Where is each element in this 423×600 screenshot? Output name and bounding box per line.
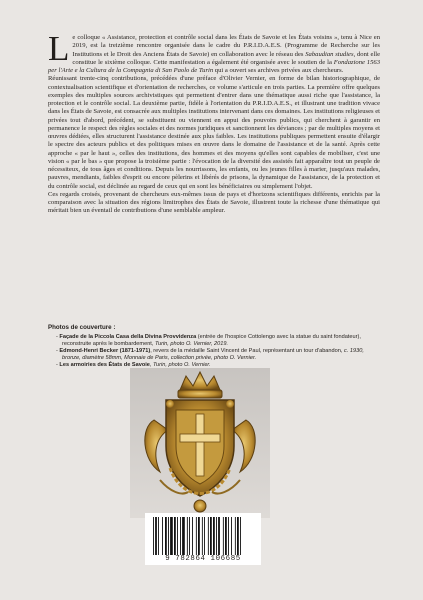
barcode-bar xyxy=(192,517,193,555)
barcode-bars xyxy=(153,517,253,555)
photo-credit-item: - Edmond-Henri Becker (1871-1971), revers de la médaille Saint Vincent de Paul, représentant un tour d'abandon, c. 1930, bronze, diamètre 58mm, Monnaie de Paris, collection privée, photo O. Vernier. xyxy=(56,348,364,361)
paragraph-3: Ces regards croisés, provenant de chercheurs eux-mêmes issus de pays et d'horizons scientifiques différents, enrichis par la comparaison avec la situation des régions limitrophes des États de Savoie, illustrent toute la richesse d'une thématique qui méritait bien un éventail de contributions d'une semblable ampleur. xyxy=(48,190,380,215)
isbn-number: 9 782864 106685 xyxy=(165,555,241,563)
barcode-bar xyxy=(162,517,163,555)
photo-credit-item: - Façade de la Piccola Casa della Divina Provvidenza (entrée de l'hospice Cottolengo avec la statue du saint fondateur), reconstruite après le bombardement, Turin, photo O. Vernier, 2019. xyxy=(56,334,361,347)
barcode-bar xyxy=(198,517,200,555)
barcode-bar xyxy=(158,517,159,555)
coat-of-arms-image xyxy=(130,368,270,518)
barcode-bar xyxy=(170,517,173,555)
barcode-bar xyxy=(180,517,181,555)
barcode-bar xyxy=(168,517,169,555)
barcode-bar xyxy=(174,517,176,555)
drop-cap: L xyxy=(48,29,70,68)
barcode-bar xyxy=(177,517,178,555)
barcode-bar xyxy=(225,517,227,555)
barcode-bar xyxy=(155,517,157,555)
barcode-bar xyxy=(235,517,236,555)
barcode-bar xyxy=(196,517,197,555)
barcode-bar xyxy=(182,517,185,555)
barcode-bar xyxy=(216,517,217,555)
barcode-bar xyxy=(218,517,220,555)
barcode-bar xyxy=(202,517,203,555)
barcode-bar xyxy=(210,517,212,555)
paragraph-1: Le colloque « Assistance, protection et contrôle social dans les États de Savoie et les États voisins », tenu à Nice en 2019, est la treizième rencontre organisée dans le cadre du P.R.I.D.A.E.S. (Programme de Recherche sur les Institutions et le Droit des Anciens États de Savoie) en collaboration avec le réseau des Sabaudian studies, dont elle constitue le sixième colloque. Cette manifestation a également été organisée avec le soutien de la Fondazione 1563 per l'Arte e la Cultura de la Compagnia di San Paolo de Turin qui a ouvert ses archives privées aux chercheurs. xyxy=(48,29,381,74)
photo-credit-item: - Les armoiries des États de Savoie, Turin, photo O. Vernier. xyxy=(56,362,211,368)
barcode-bar xyxy=(189,517,190,555)
summary-text xyxy=(48,29,381,216)
photo-credits-header: Photos de couverture : xyxy=(48,324,116,331)
barcode-bar xyxy=(228,517,229,555)
barcode-bar xyxy=(187,517,188,555)
barcode-bar xyxy=(213,517,215,555)
barcode-bar xyxy=(237,517,239,555)
barcode-bar xyxy=(240,517,241,555)
isbn-barcode xyxy=(145,513,261,565)
barcode-bar xyxy=(165,517,167,555)
photo-credits xyxy=(48,324,384,369)
barcode-bar xyxy=(208,517,209,555)
barcode-bar xyxy=(204,517,205,555)
barcode-bar xyxy=(153,517,154,555)
barcode-bar xyxy=(223,517,224,555)
barcode-bar xyxy=(231,517,232,555)
paragraph-2: Réunissant trente-cinq contributions, précédées d'une préface d'Olivier Vernier, en forme de bilan historiographique, de contextualisation scientifique et d'orientation de recherches, ce volume s'articule en trois parties. La première offre quelques exemples des multiples sources archivistiques qui permettent d'entrer dans une thématique aussi riche que l'assistance, la protection et le contrôle social. La deuxième partie, fidèle à l'orientation du P.R.I.D.A.E.S., et illustrant une tradition vivace dans les États de Savoie, est consacrée aux multiples institutions intervenant dans ces domaines. Les institutions religieuses et privées tout d'abord, précédent, se substituent ou viennent en appui des pouvoirs publics, qui cherchent à garantir en permanence le respect des règles sociales et des normes juridiques et sanctionnent les déviances ; par de multiples moyens et œuvres dédiées, elles structurent l'assistance destinée aux plus faibles. Les institutions publiques permettent ensuite d'élargir le spectre des acteurs publics et des politiques mises en œuvre dans le domaine de l'assistance et de la santé. Après cette approche « par le haut », celles des institutions, des hommes et des moyens qu'elles sont capables de mobiliser, c'est une vision « par le bas » que propose la troisième partie : l'évocation de la diversité des assistés fait apparaître tout un peuple de nécessiteux, de tous âges et conditions. Depuis les nourrissons, les enfants, ou les jeunes filles à marier, jusqu'aux malades, pauvres, mendiants, faibles d'esprit ou encore pèlerins et libérés de prisons, la dynamique de l'assistance, de la protection et du contrôle social, est déclinée au regard de ceux qui en sont les bénéficiaires ou simplement l'objet. xyxy=(48,75,380,190)
